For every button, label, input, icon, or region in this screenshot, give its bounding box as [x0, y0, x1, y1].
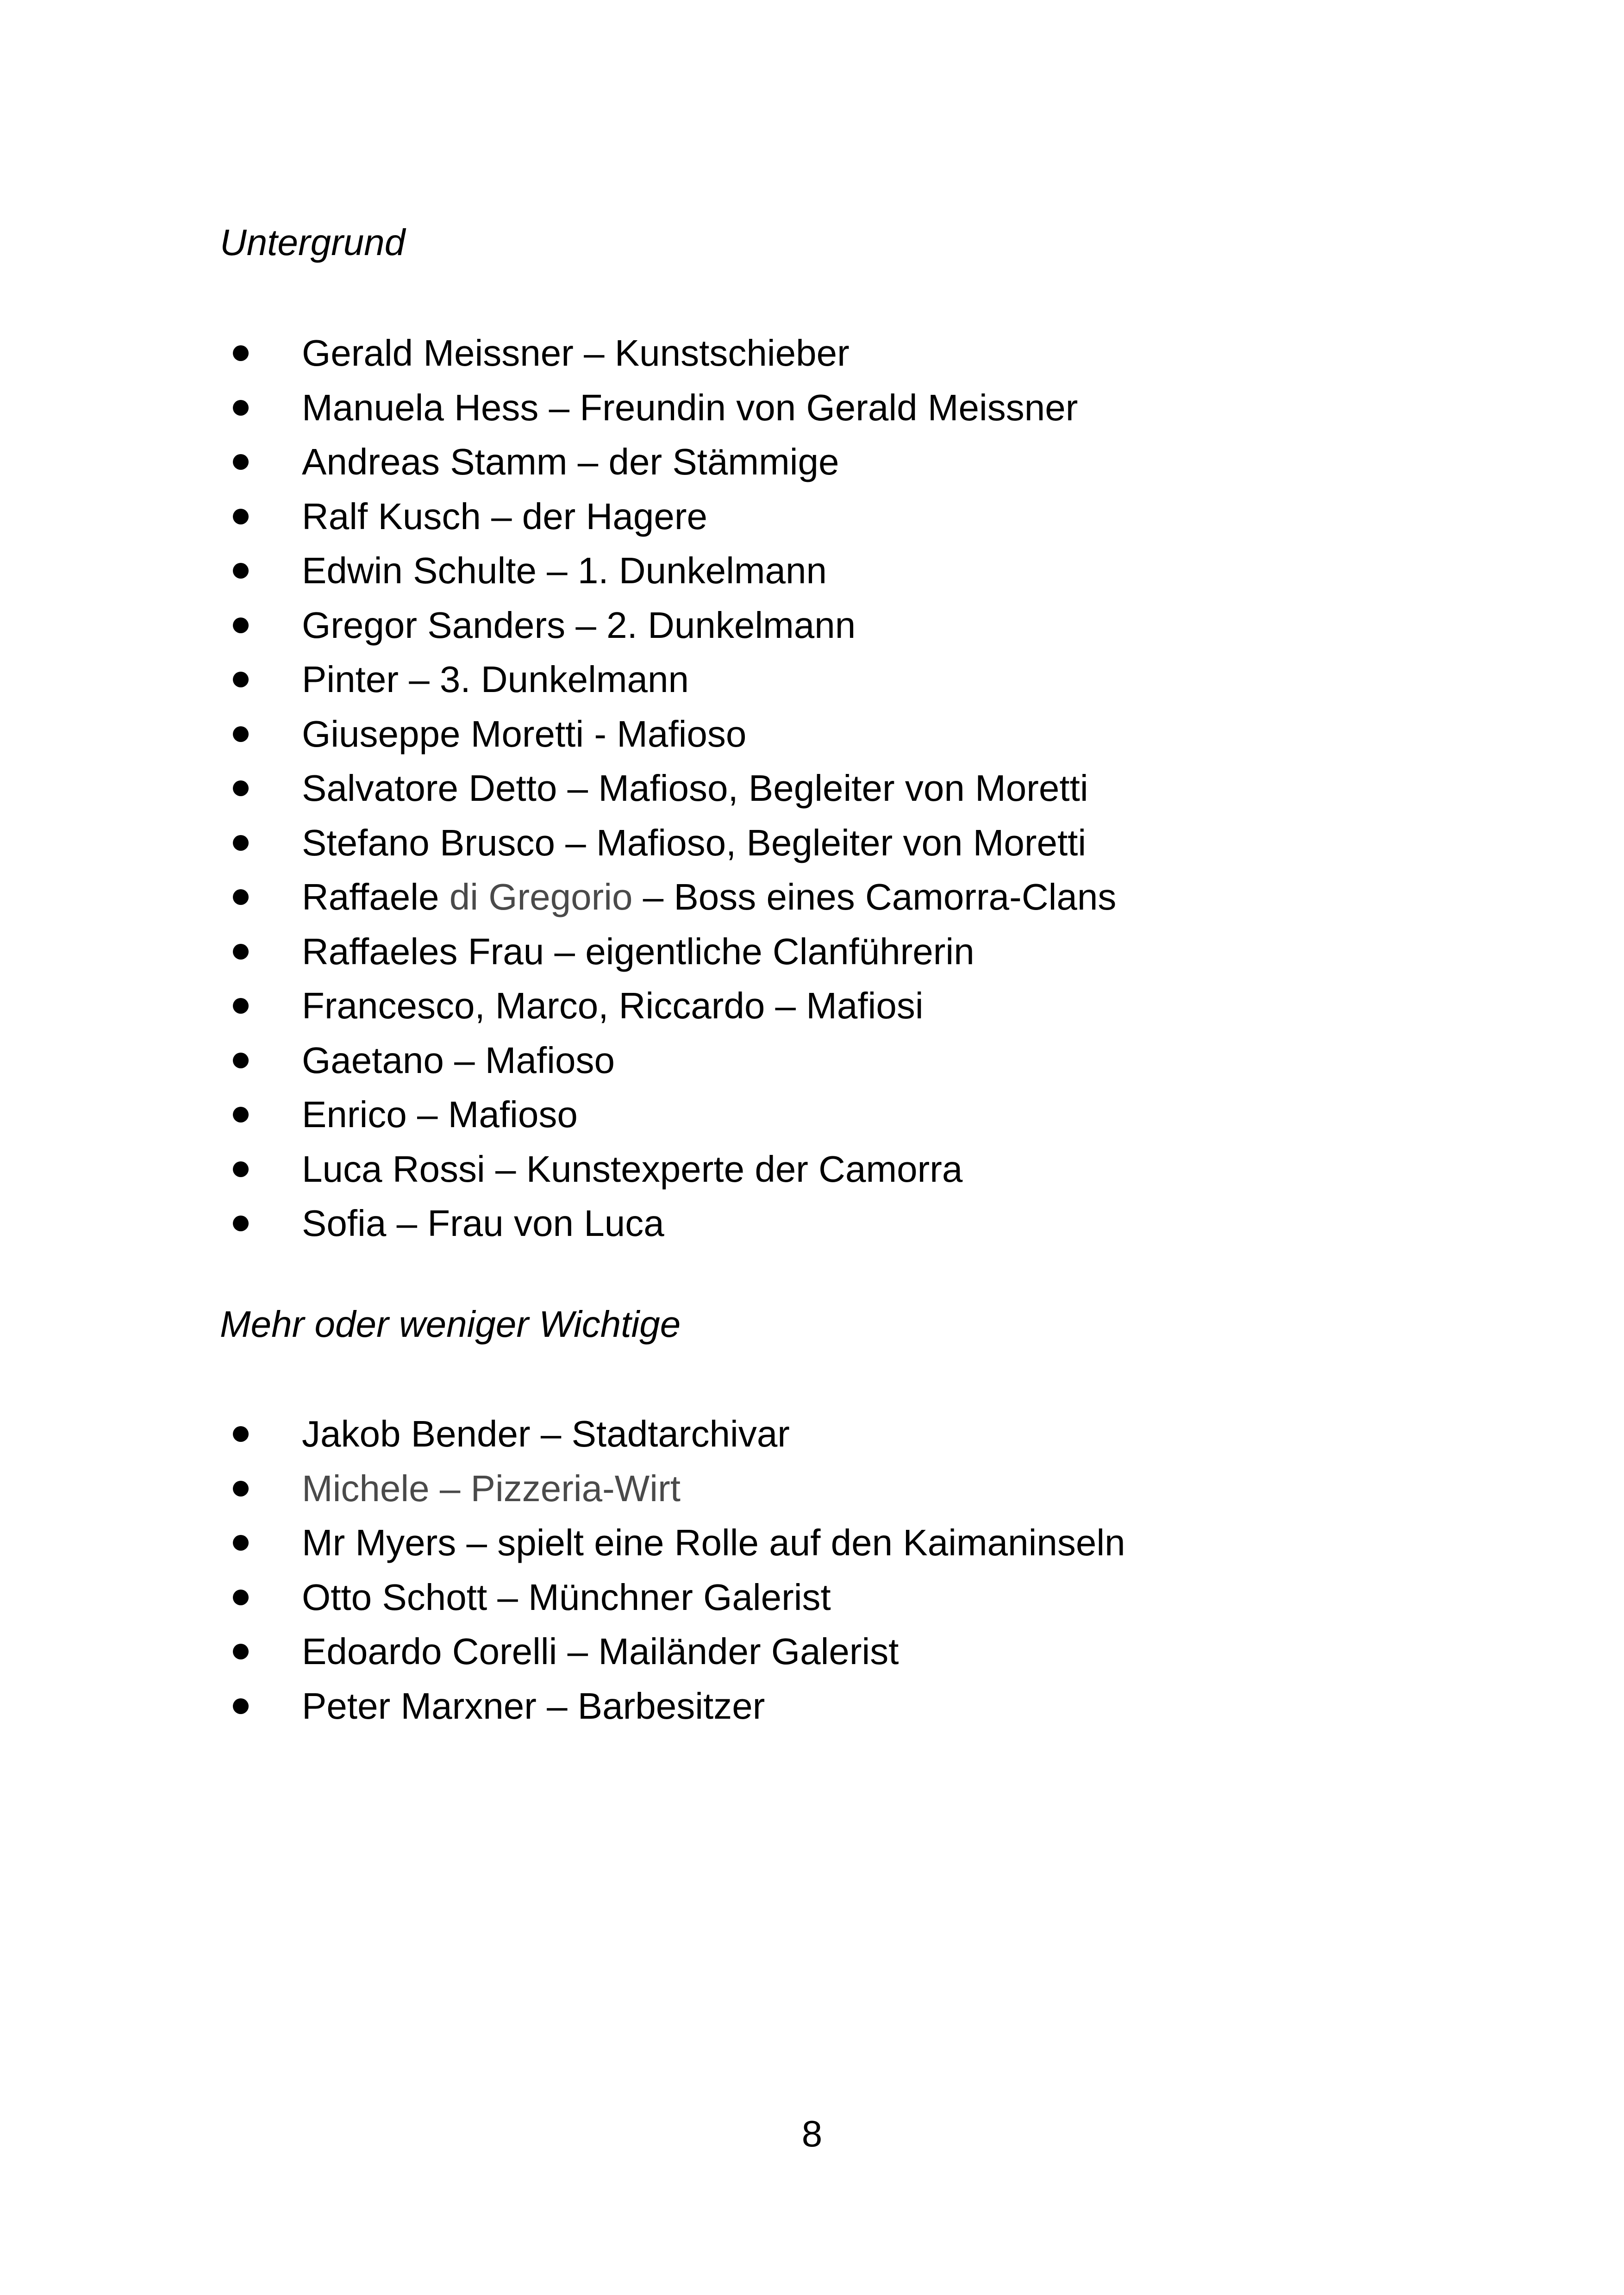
- page-number: 8: [801, 2113, 823, 2154]
- list-item-text: Gregor Sanders – 2. Dunkelmann: [302, 604, 856, 646]
- bullet-icon: [233, 617, 249, 633]
- list-item: [0, 1142, 1624, 1197]
- bullet-icon: [233, 889, 249, 905]
- bullet-icon: [233, 1535, 249, 1551]
- bullet-icon: [233, 998, 249, 1014]
- bullet-icon: [233, 400, 249, 416]
- list-item-text: Gerald Meissner – Kunstschieber: [302, 332, 849, 374]
- section-heading-untergrund: Untergrund: [220, 222, 406, 263]
- list-item: [0, 380, 1624, 435]
- list-item-text: Edoardo Corelli – Mailänder Galerist: [302, 1631, 899, 1672]
- list-item: [0, 761, 1624, 816]
- section-heading-wichtige: Mehr oder weniger Wichtige: [220, 1303, 681, 1345]
- character-list-untergrund: [0, 326, 1624, 1251]
- bullet-icon: [233, 1107, 249, 1123]
- list-item: [0, 924, 1624, 979]
- list-item-text: Andreas Stamm – der Stämmige: [302, 441, 839, 482]
- bullet-icon: [233, 1053, 249, 1068]
- bullet-icon: [233, 1481, 249, 1497]
- list-item-text: Otto Schott – Münchner Galerist: [302, 1576, 831, 1618]
- list-item: [0, 1033, 1624, 1088]
- list-item: [0, 1624, 1624, 1679]
- list-item: [0, 652, 1624, 707]
- list-item-text: Michele – Pizzeria-Wirt: [302, 1467, 681, 1509]
- list-item: [0, 1679, 1624, 1734]
- list-item: [0, 1407, 1624, 1461]
- bullet-icon: [233, 726, 249, 742]
- bullet-icon: [233, 944, 249, 960]
- list-item-text: Salvatore Detto – Mafioso, Begleiter von Moretti: [302, 767, 1088, 809]
- list-item-text: Ralf Kusch – der Hagere: [302, 495, 708, 537]
- list-item: [0, 816, 1624, 870]
- list-item-text: Manuela Hess – Freundin von Gerald Meissner: [302, 387, 1078, 428]
- list-item-text: Mr Myers – spielt eine Rolle auf den Kaimaninseln: [302, 1522, 1125, 1563]
- bullet-icon: [233, 454, 249, 470]
- name-gray-part: di Gregorio: [439, 876, 633, 917]
- bullet-icon: [233, 1590, 249, 1605]
- role-part: – Boss eines Camorra-Clans: [632, 876, 1117, 917]
- list-item: [0, 707, 1624, 761]
- list-item: [0, 1461, 1624, 1516]
- bullet-icon: [233, 1698, 249, 1714]
- bullet-icon: [233, 1426, 249, 1442]
- bullet-icon: [233, 563, 249, 579]
- bullet-icon: [233, 1216, 249, 1231]
- list-item-text: Jakob Bender – Stadtarchivar: [302, 1413, 790, 1454]
- list-item-text: Peter Marxner – Barbesitzer: [302, 1685, 765, 1727]
- list-item-text: Giuseppe Moretti - Mafioso: [302, 713, 747, 755]
- list-item-text: Sofia – Frau von Luca: [302, 1203, 664, 1244]
- list-item: [0, 489, 1624, 544]
- bullet-icon: [233, 1161, 249, 1177]
- list-item-text: Stefano Brusco – Mafioso, Begleiter von Moretti: [302, 822, 1087, 863]
- character-list-wichtige: [0, 1407, 1624, 1733]
- list-item: [0, 1196, 1624, 1251]
- list-item: [0, 1087, 1624, 1142]
- list-item: [0, 326, 1624, 380]
- bullet-icon: [233, 780, 249, 796]
- list-item-text: [302, 870, 1116, 924]
- list-item: [0, 870, 1624, 924]
- list-item: [0, 979, 1624, 1033]
- bullet-icon: [233, 345, 249, 361]
- list-item: [0, 1515, 1624, 1570]
- bullet-icon: [233, 672, 249, 687]
- list-item-text: Francesco, Marco, Riccardo – Mafiosi: [302, 985, 924, 1026]
- list-item-text: Luca Rossi – Kunstexperte der Camorra: [302, 1148, 963, 1190]
- bullet-icon: [233, 835, 249, 851]
- list-item: [0, 598, 1624, 653]
- list-item-text: Gaetano – Mafioso: [302, 1039, 615, 1081]
- list-item-text: Enrico – Mafioso: [302, 1094, 578, 1135]
- list-item-text: Pinter – 3. Dunkelmann: [302, 659, 689, 700]
- list-item-text: Edwin Schulte – 1. Dunkelmann: [302, 550, 827, 591]
- bullet-icon: [233, 1644, 249, 1659]
- list-item: [0, 435, 1624, 489]
- list-item: [0, 543, 1624, 598]
- bullet-icon: [233, 509, 249, 524]
- name-first-part: Raffaele: [302, 876, 439, 917]
- list-item-text: Raffaeles Frau – eigentliche Clanführerin: [302, 930, 974, 972]
- list-item: [0, 1570, 1624, 1625]
